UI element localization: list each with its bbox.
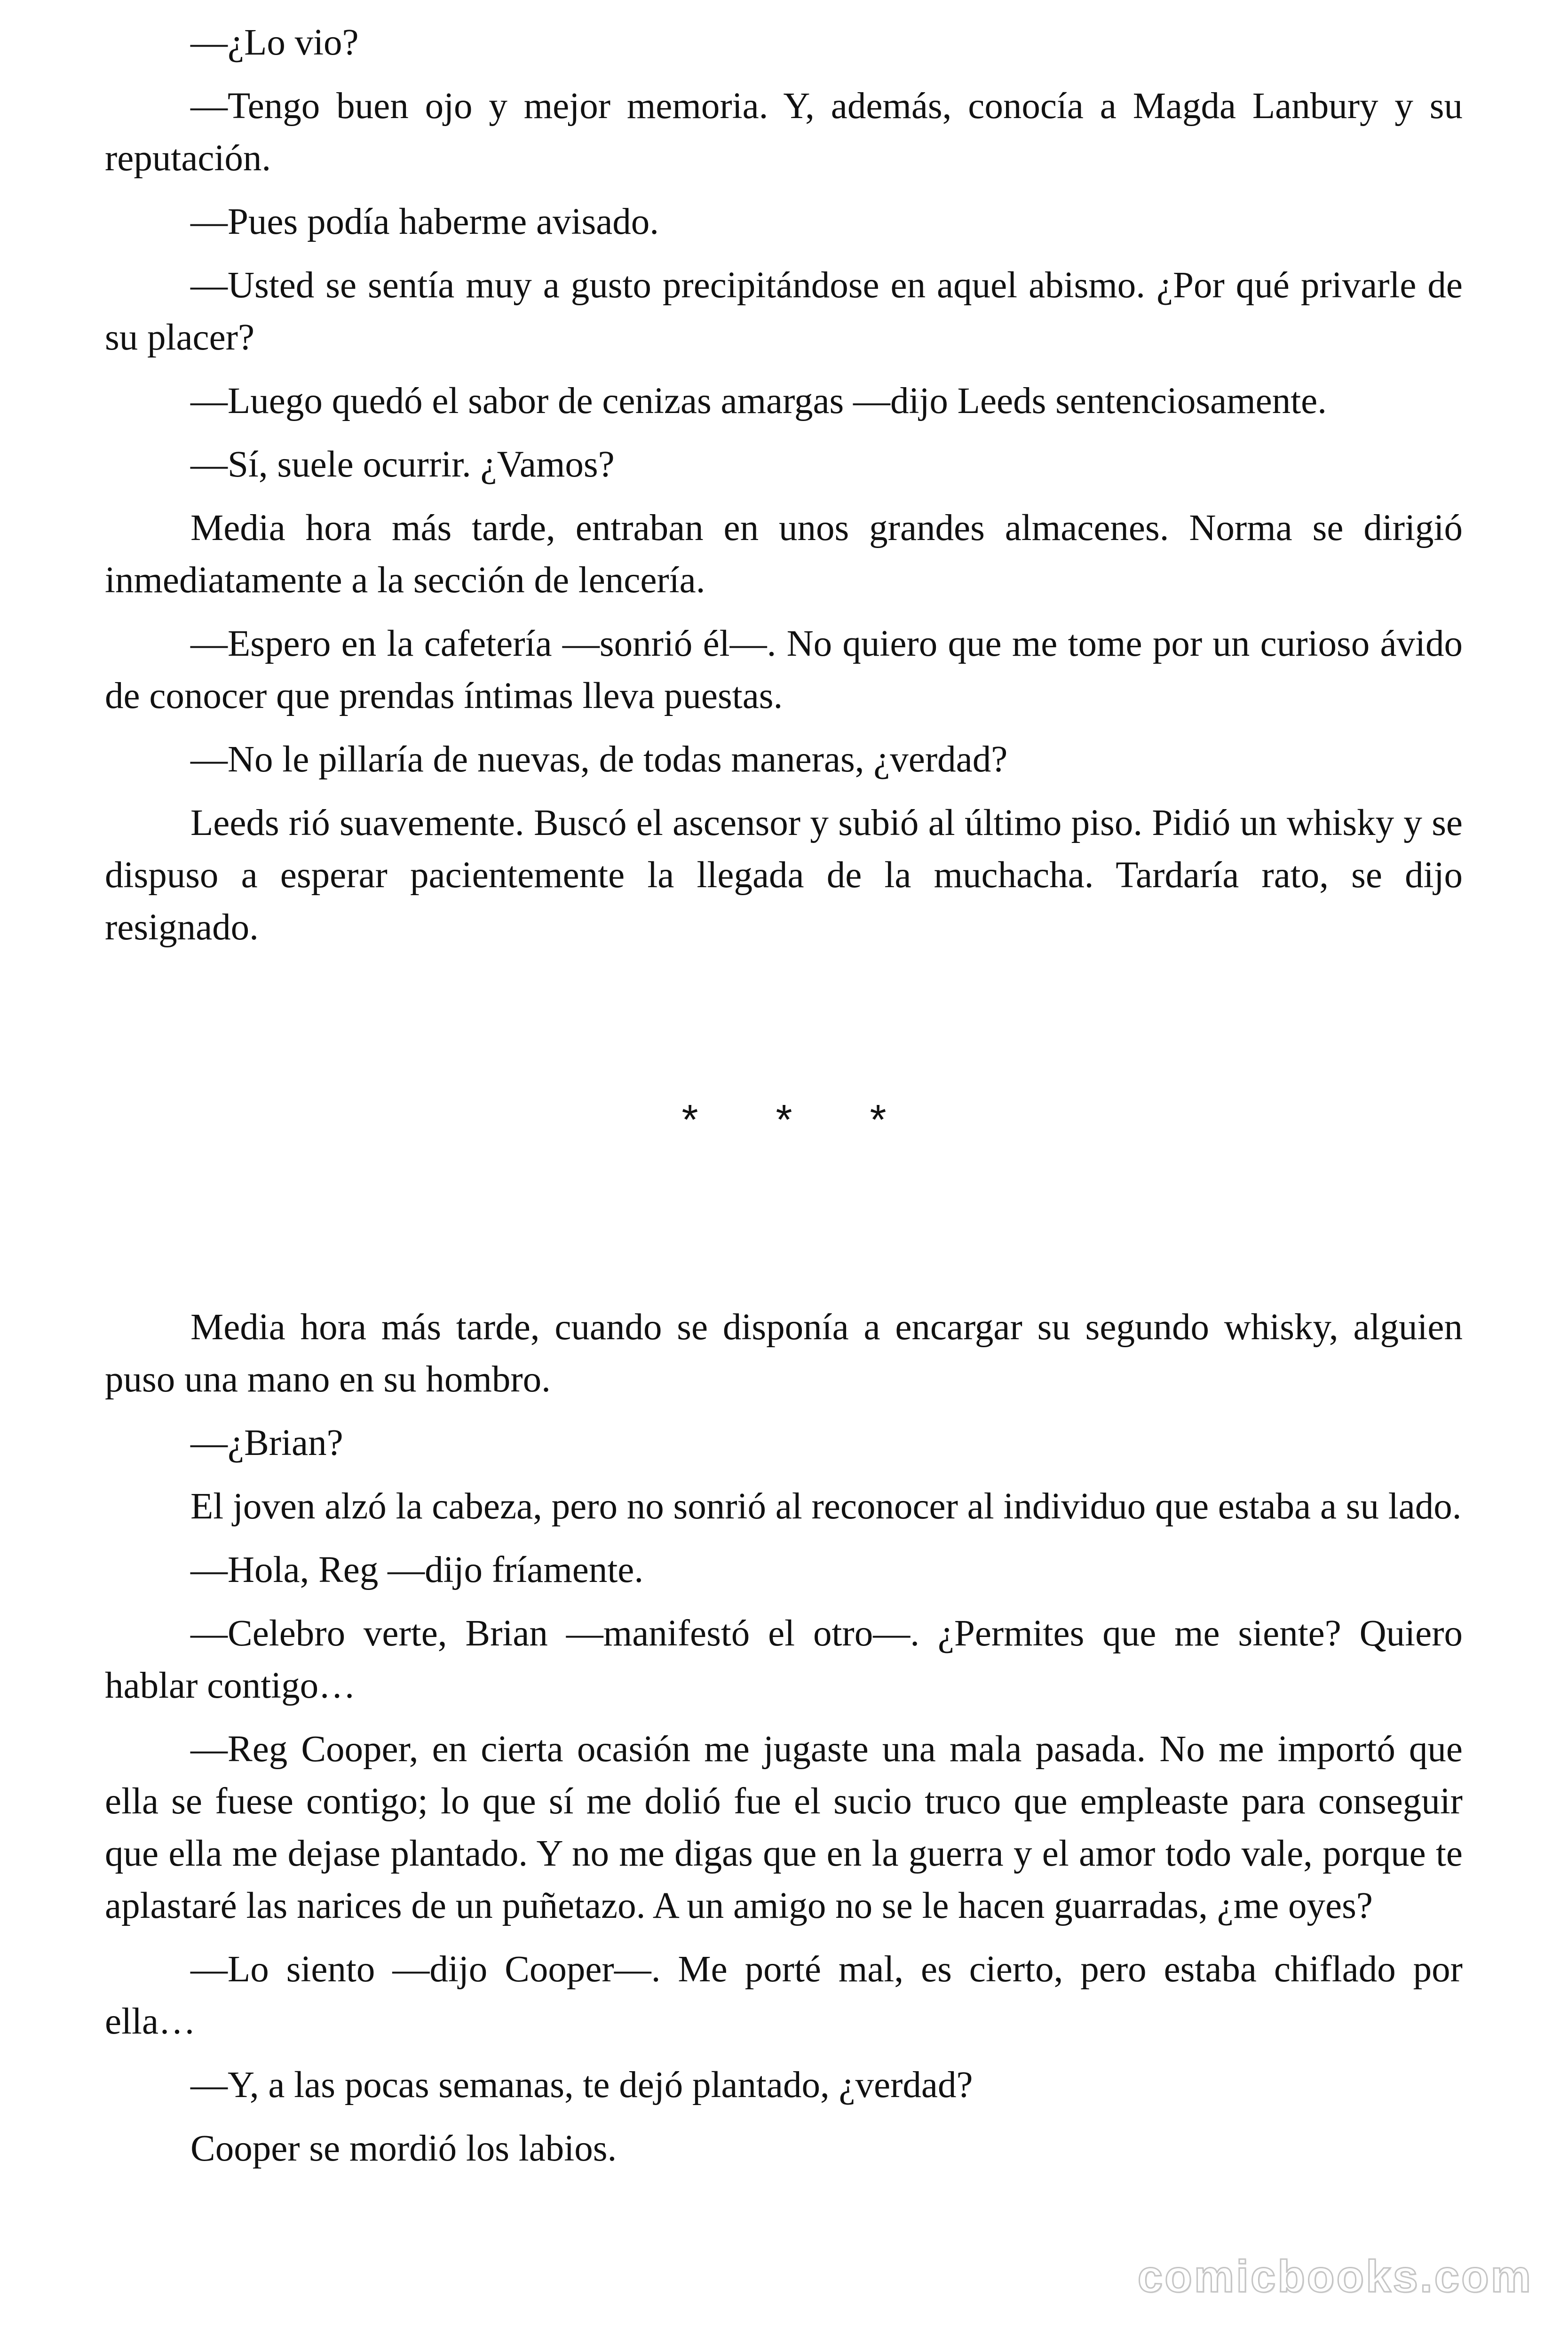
text-section-1 xyxy=(105,16,1463,965)
watermark: comicbooks.com xyxy=(1137,2251,1533,2302)
paragraph: Media hora más tarde, cuando se disponía a encargar su segundo whisky, alguien puso una mano en su hombro. xyxy=(105,1307,1463,1400)
paragraph: —¿Lo vio? xyxy=(190,22,359,63)
paragraph: Leeds rió suavemente. Buscó el ascensor y subió al último piso. Pidió un whisky y se dispuso a esperar pacientemente la llegada de la muchacha. Tardaría rato, se dijo resignado. xyxy=(105,803,1463,948)
scene-break-separator: * * * xyxy=(681,1097,919,1144)
text-section-2 xyxy=(105,1301,1463,2186)
paragraph: —Sí, suele ocurrir. ¿Vamos? xyxy=(190,444,615,485)
paragraph: El joven alzó la cabeza, pero no sonrió al reconocer al individuo que estaba a su lado. xyxy=(190,1486,1462,1527)
paragraph: —Hola, Reg —dijo fríamente. xyxy=(190,1549,644,1590)
paragraph: —Y, a las pocas semanas, te dejó plantado, ¿verdad? xyxy=(190,2065,973,2106)
paragraph: —Celebro verte, Brian —manifestó el otro—. ¿Permites que me siente? Quiero hablar contigo… xyxy=(105,1613,1463,1706)
paragraph: —¿Brian? xyxy=(190,1422,343,1463)
paragraph: —Pues podía haberme avisado. xyxy=(190,201,659,242)
paragraph: —No le pillaría de nuevas, de todas maneras, ¿verdad? xyxy=(190,739,1008,780)
paragraph: Media hora más tarde, entraban en unos grandes almacenes. Norma se dirigió inmediatamente a la sección de lencería. xyxy=(105,508,1463,601)
paragraph: —Espero en la cafetería —sonrió él—. No quiero que me tome por un curioso ávido de conocer que prendas íntimas lleva puestas. xyxy=(105,623,1463,716)
paragraph: —Lo siento —dijo Cooper—. Me porté mal, es cierto, pero estaba chiflado por ella… xyxy=(105,1949,1463,2042)
paragraph: Cooper se mordió los labios. xyxy=(190,2128,617,2169)
paragraph: —Luego quedó el sabor de cenizas amargas —dijo Leeds sentenciosamente. xyxy=(190,381,1327,421)
paragraph: —Tengo buen ojo y mejor memoria. Y, además, conocía a Magda Lanbury y su reputación. xyxy=(105,86,1463,179)
paragraph: —Reg Cooper, en cierta ocasión me jugaste una mala pasada. No me importó que ella se fuese contigo; lo que sí me dolió fue el sucio truco que empleaste para conseguir que ella me dejase plantado. Y no me digas que en la guerra y el amor todo vale, porque te aplastaré las narices de un puñetazo. A un amigo no se le hacen guarradas, ¿me oyes? xyxy=(105,1729,1463,1926)
paragraph: —Usted se sentía muy a gusto precipitándose en aquel abismo. ¿Por qué privarle de su placer? xyxy=(105,265,1463,358)
